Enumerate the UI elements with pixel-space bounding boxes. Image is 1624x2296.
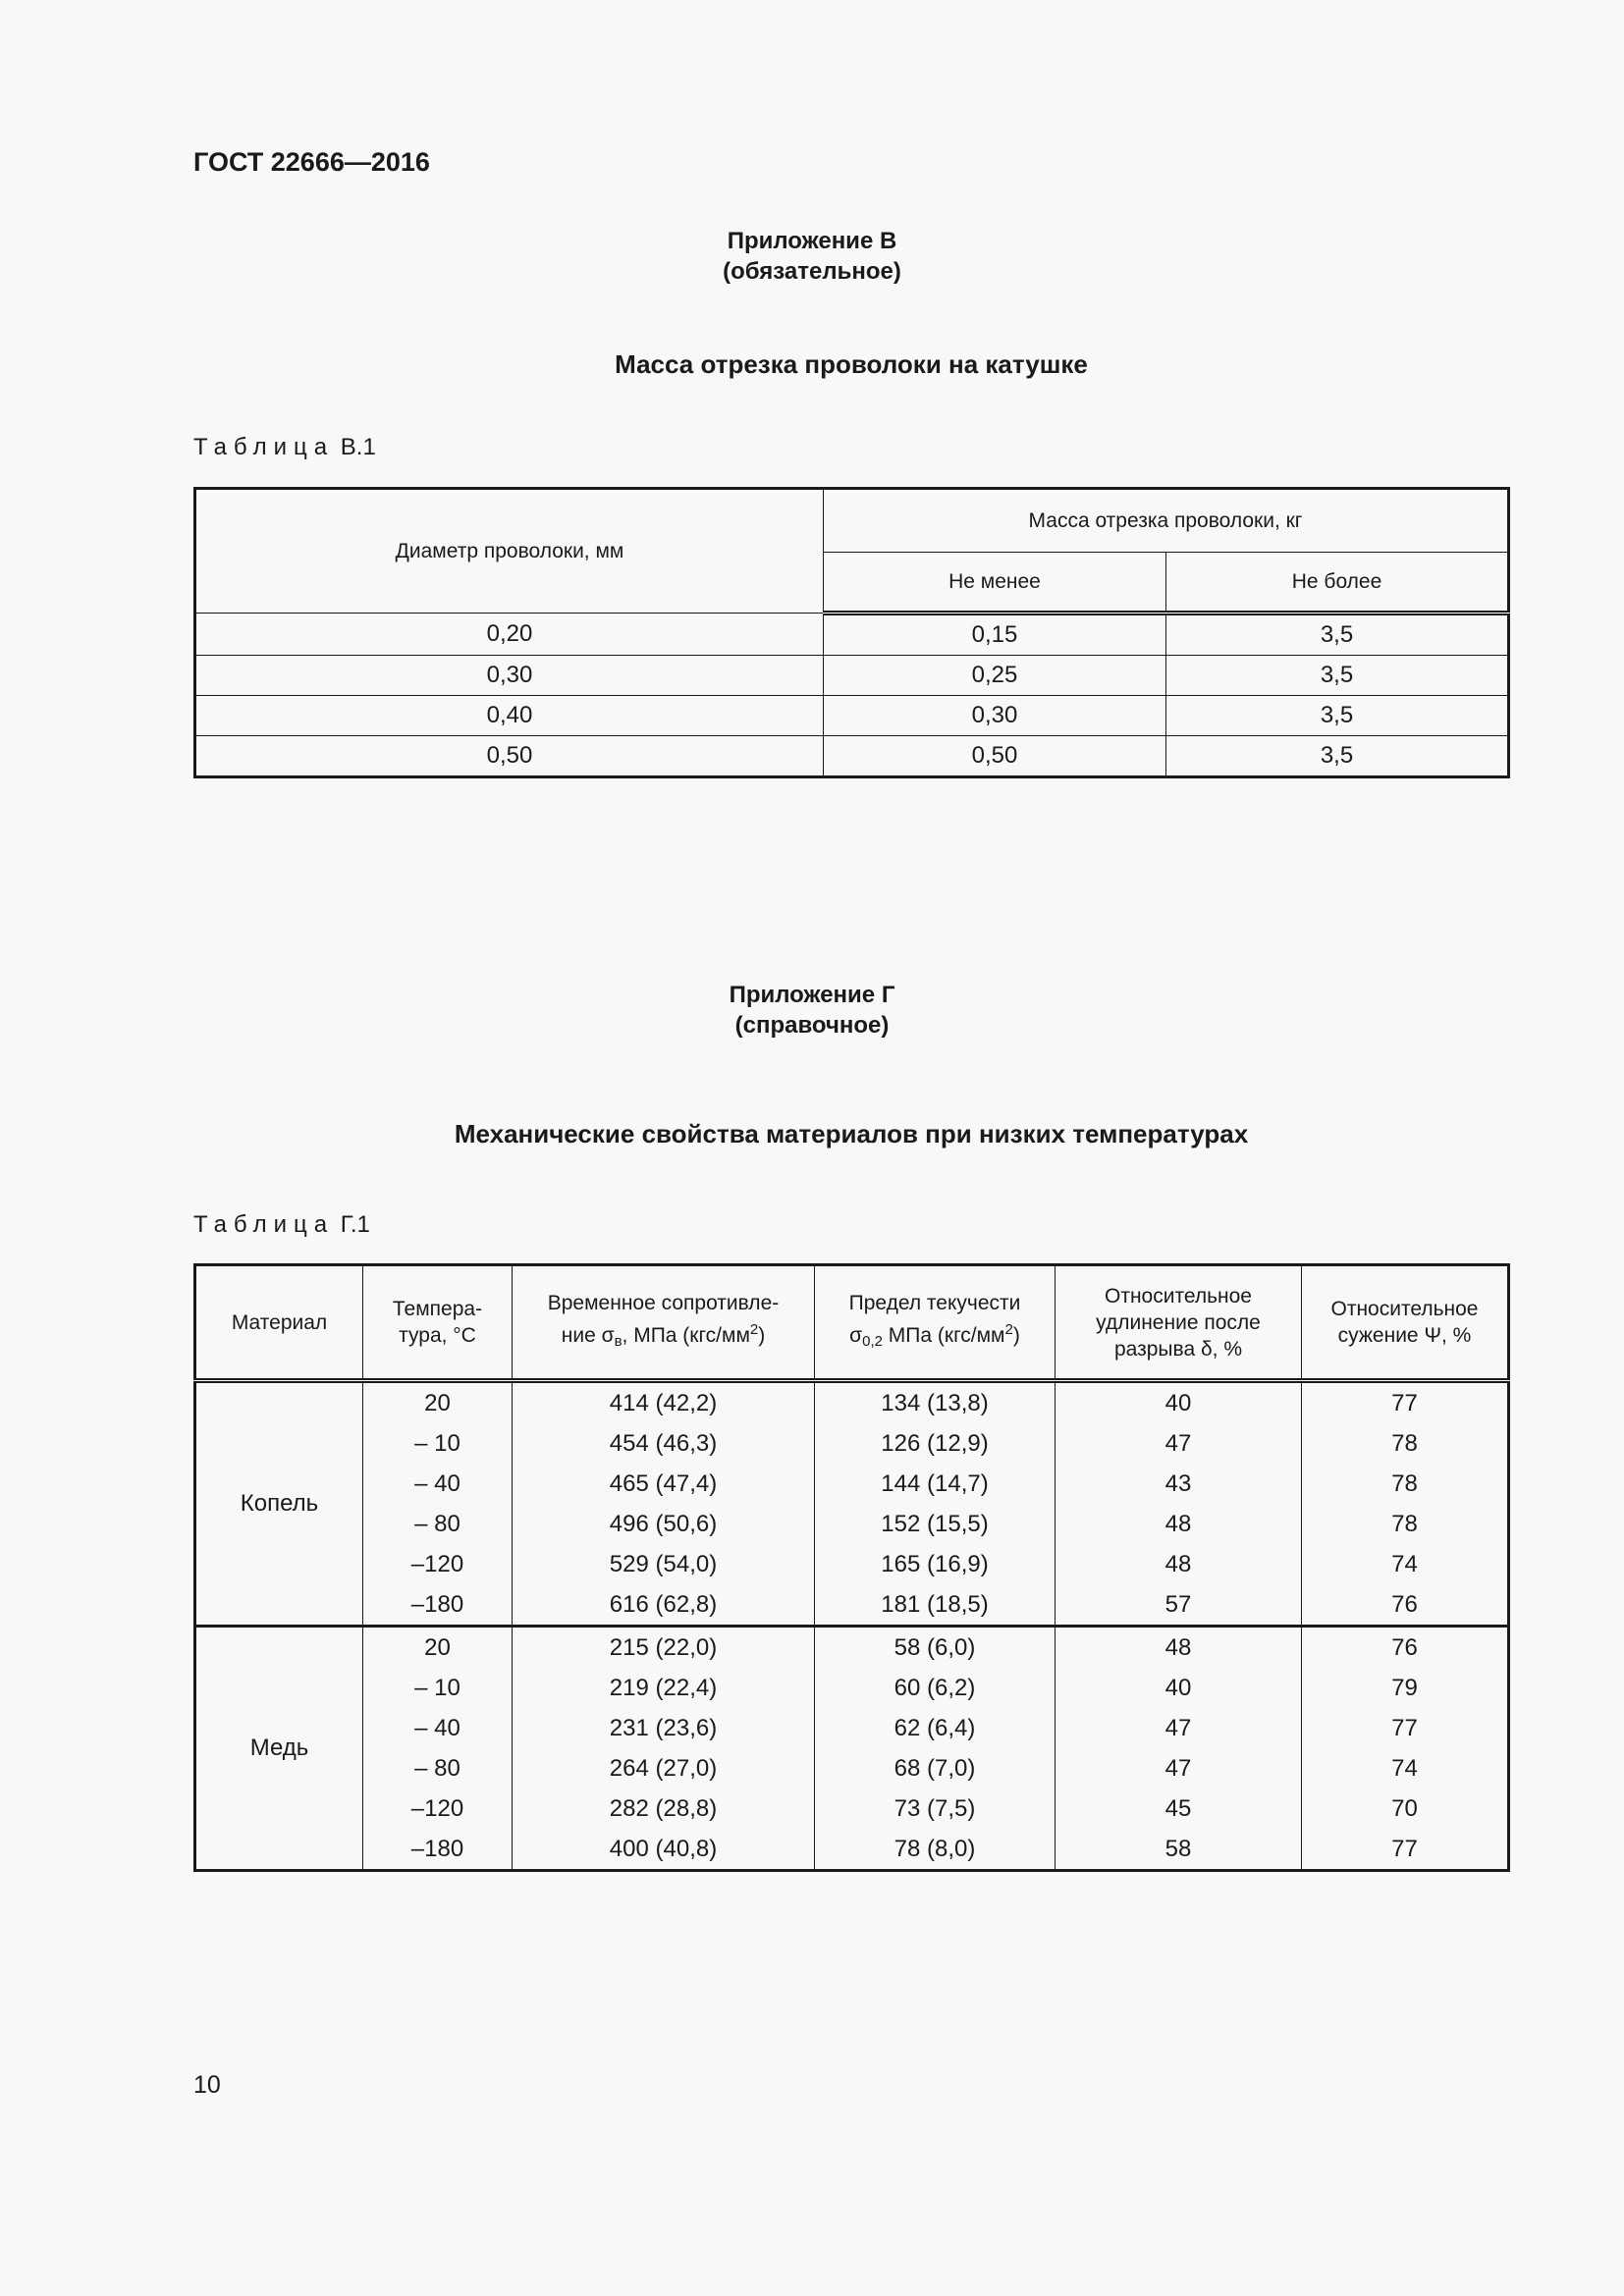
- appendix-g-heading: Механические свойства материалов при низких температурах: [454, 1119, 1249, 1148]
- cell-diameter: 0,30: [195, 656, 824, 696]
- table-row: [195, 614, 1509, 656]
- table-row: [195, 1748, 1509, 1789]
- cell-min: 0,25: [824, 656, 1166, 696]
- cell-tensile: 529 (54,0): [513, 1544, 815, 1584]
- cell-elongation: 58: [1056, 1829, 1302, 1871]
- cell-narrowing: 79: [1302, 1668, 1509, 1708]
- cell-temperature: 20: [363, 1381, 513, 1424]
- cell-elongation: 45: [1056, 1789, 1302, 1829]
- cell-temperature: – 10: [363, 1668, 513, 1708]
- cell-tensile: 414 (42,2): [513, 1381, 815, 1424]
- cell-elongation: 40: [1056, 1668, 1302, 1708]
- header-yield-sup: 2: [1004, 1321, 1013, 1338]
- cell-tensile: 231 (23,6): [513, 1708, 815, 1748]
- header-elong-line2: удлинение после: [1096, 1310, 1261, 1334]
- table-v1-label-prefix: Таблица: [193, 434, 335, 460]
- table-row: [195, 1464, 1509, 1504]
- cell-tensile: 465 (47,4): [513, 1464, 815, 1504]
- header-yield-line2b: МПа (кгс/мм: [882, 1324, 1005, 1347]
- cell-narrowing: 76: [1302, 1584, 1509, 1627]
- header-min: Не менее: [824, 553, 1166, 614]
- cell-yield: 126 (12,9): [815, 1423, 1056, 1464]
- cell-yield: 58 (6,0): [815, 1627, 1056, 1669]
- header-yield-sub: 0,2: [862, 1333, 883, 1350]
- cell-tensile: 400 (40,8): [513, 1829, 815, 1871]
- cell-max: 3,5: [1166, 736, 1509, 777]
- cell-max: 3,5: [1166, 614, 1509, 656]
- table-row: [195, 736, 1509, 777]
- cell-yield: 152 (15,5): [815, 1504, 1056, 1544]
- cell-narrowing: 77: [1302, 1829, 1509, 1871]
- table-v1: [193, 487, 1510, 778]
- table-row: [195, 1584, 1509, 1627]
- cell-temperature: –120: [363, 1544, 513, 1584]
- cell-yield: 60 (6,2): [815, 1668, 1056, 1708]
- header-strength-line1: Временное сопротивле-: [547, 1292, 780, 1314]
- cell-yield: 144 (14,7): [815, 1464, 1056, 1504]
- cell-elongation: 57: [1056, 1584, 1302, 1627]
- cell-tensile: 219 (22,4): [513, 1668, 815, 1708]
- header-strength-sub: в: [614, 1333, 623, 1350]
- cell-elongation: 43: [1056, 1464, 1302, 1504]
- header-temperature: [363, 1265, 513, 1381]
- cell-yield: 68 (7,0): [815, 1748, 1056, 1789]
- header-narrow-line2: сужение Ψ, %: [1337, 1324, 1472, 1347]
- cell-max: 3,5: [1166, 656, 1509, 696]
- header-strength-sup: 2: [749, 1321, 759, 1338]
- table-row: [195, 1381, 1509, 1424]
- cell-temperature: –180: [363, 1584, 513, 1627]
- appendix-g-title: Приложение Г: [729, 982, 895, 1008]
- cell-narrowing: 74: [1302, 1544, 1509, 1584]
- cell-tensile: 264 (27,0): [513, 1748, 815, 1789]
- table-g1: [193, 1263, 1510, 1872]
- cell-narrowing: 77: [1302, 1381, 1509, 1424]
- cell-yield: 73 (7,5): [815, 1789, 1056, 1829]
- header-elong-line3: разрыва δ, %: [1114, 1337, 1242, 1361]
- table-row: [195, 1708, 1509, 1748]
- cell-temperature: – 80: [363, 1748, 513, 1789]
- cell-elongation: 40: [1056, 1381, 1302, 1424]
- cell-diameter: 0,20: [195, 614, 824, 656]
- header-yield-line2c: ): [1012, 1324, 1020, 1347]
- cell-min: 0,30: [824, 696, 1166, 736]
- cell-diameter: 0,40: [195, 696, 824, 736]
- header-strength-line2b: , МПа (кгс/мм: [622, 1324, 750, 1347]
- table-g1-label-num: Г.1: [340, 1211, 370, 1238]
- cell-tensile: 454 (46,3): [513, 1423, 815, 1464]
- table-row: [195, 1668, 1509, 1708]
- cell-yield: 181 (18,5): [815, 1584, 1056, 1627]
- cell-narrowing: 74: [1302, 1748, 1509, 1789]
- cell-temperature: – 40: [363, 1708, 513, 1748]
- header-strength-line2a: ние σ: [561, 1324, 615, 1347]
- cell-temperature: – 80: [363, 1504, 513, 1544]
- cell-temperature: –120: [363, 1789, 513, 1829]
- cell-min: 0,50: [824, 736, 1166, 777]
- table-g1-label: [193, 1211, 370, 1239]
- appendix-g-status: (справочное): [734, 1012, 890, 1039]
- cell-material: Медь: [195, 1627, 363, 1871]
- cell-min: 0,15: [824, 614, 1166, 656]
- header-yield-line2a: σ: [849, 1324, 863, 1347]
- table-row: [195, 1544, 1509, 1584]
- header-narrowing: [1302, 1265, 1509, 1381]
- table-g1-body: [195, 1381, 1509, 1871]
- header-elong-line1: Относительное: [1105, 1284, 1252, 1308]
- header-temperature-line1: Темпера-: [392, 1298, 483, 1320]
- document-code: ГОСТ 22666—2016: [193, 147, 430, 177]
- table-row: [195, 656, 1509, 696]
- cell-tensile: 616 (62,8): [513, 1584, 815, 1627]
- appendix-v-heading: Масса отрезка проволоки на катушке: [615, 349, 1088, 379]
- header-elongation: [1056, 1265, 1302, 1381]
- cell-temperature: 20: [363, 1627, 513, 1669]
- table-v1-label: [193, 434, 376, 461]
- header-material: Материал: [195, 1265, 363, 1381]
- header-temperature-line2: тура, °С: [399, 1324, 476, 1347]
- cell-narrowing: 70: [1302, 1789, 1509, 1829]
- cell-tensile: 282 (28,8): [513, 1789, 815, 1829]
- table-row: [195, 1829, 1509, 1871]
- header-tensile-strength: [513, 1265, 815, 1381]
- header-yield-line1: Предел текучести: [848, 1292, 1021, 1314]
- table-row: [195, 1627, 1509, 1669]
- header-yield-strength: [815, 1265, 1056, 1381]
- cell-narrowing: 76: [1302, 1627, 1509, 1669]
- appendix-v-title: Приложение В: [727, 228, 897, 254]
- cell-elongation: 47: [1056, 1748, 1302, 1789]
- header-strength-line2c: ): [758, 1324, 766, 1347]
- cell-temperature: – 40: [363, 1464, 513, 1504]
- table-v1-body: [195, 614, 1509, 777]
- cell-yield: 78 (8,0): [815, 1829, 1056, 1871]
- header-mass: Масса отрезка проволоки, кг: [824, 489, 1509, 553]
- appendix-v-header: [0, 226, 1624, 287]
- cell-narrowing: 78: [1302, 1423, 1509, 1464]
- cell-yield: 62 (6,4): [815, 1708, 1056, 1748]
- cell-yield: 165 (16,9): [815, 1544, 1056, 1584]
- table-row: [195, 1789, 1509, 1829]
- cell-narrowing: 77: [1302, 1708, 1509, 1748]
- cell-elongation: 47: [1056, 1423, 1302, 1464]
- cell-material: Копель: [195, 1381, 363, 1627]
- table-v1-label-num: В.1: [340, 434, 376, 460]
- cell-narrowing: 78: [1302, 1504, 1509, 1544]
- table-row: [195, 1504, 1509, 1544]
- cell-narrowing: 78: [1302, 1464, 1509, 1504]
- cell-max: 3,5: [1166, 696, 1509, 736]
- appendix-g-header: [0, 980, 1624, 1041]
- cell-yield: 134 (13,8): [815, 1381, 1056, 1424]
- cell-elongation: 48: [1056, 1544, 1302, 1584]
- cell-temperature: –180: [363, 1829, 513, 1871]
- table-row: [195, 696, 1509, 736]
- table-row: [195, 1423, 1509, 1464]
- cell-elongation: 48: [1056, 1627, 1302, 1669]
- cell-elongation: 48: [1056, 1504, 1302, 1544]
- header-narrow-line1: Относительное: [1330, 1298, 1479, 1320]
- cell-temperature: – 10: [363, 1423, 513, 1464]
- cell-elongation: 47: [1056, 1708, 1302, 1748]
- cell-tensile: 496 (50,6): [513, 1504, 815, 1544]
- header-diameter: Диаметр проволоки, мм: [195, 489, 824, 614]
- appendix-v-status: (обязательное): [723, 258, 901, 285]
- page-number: 10: [193, 2071, 221, 2099]
- table-g1-label-prefix: Таблица: [193, 1211, 335, 1238]
- cell-diameter: 0,50: [195, 736, 824, 777]
- header-max: Не более: [1166, 553, 1509, 614]
- cell-tensile: 215 (22,0): [513, 1627, 815, 1669]
